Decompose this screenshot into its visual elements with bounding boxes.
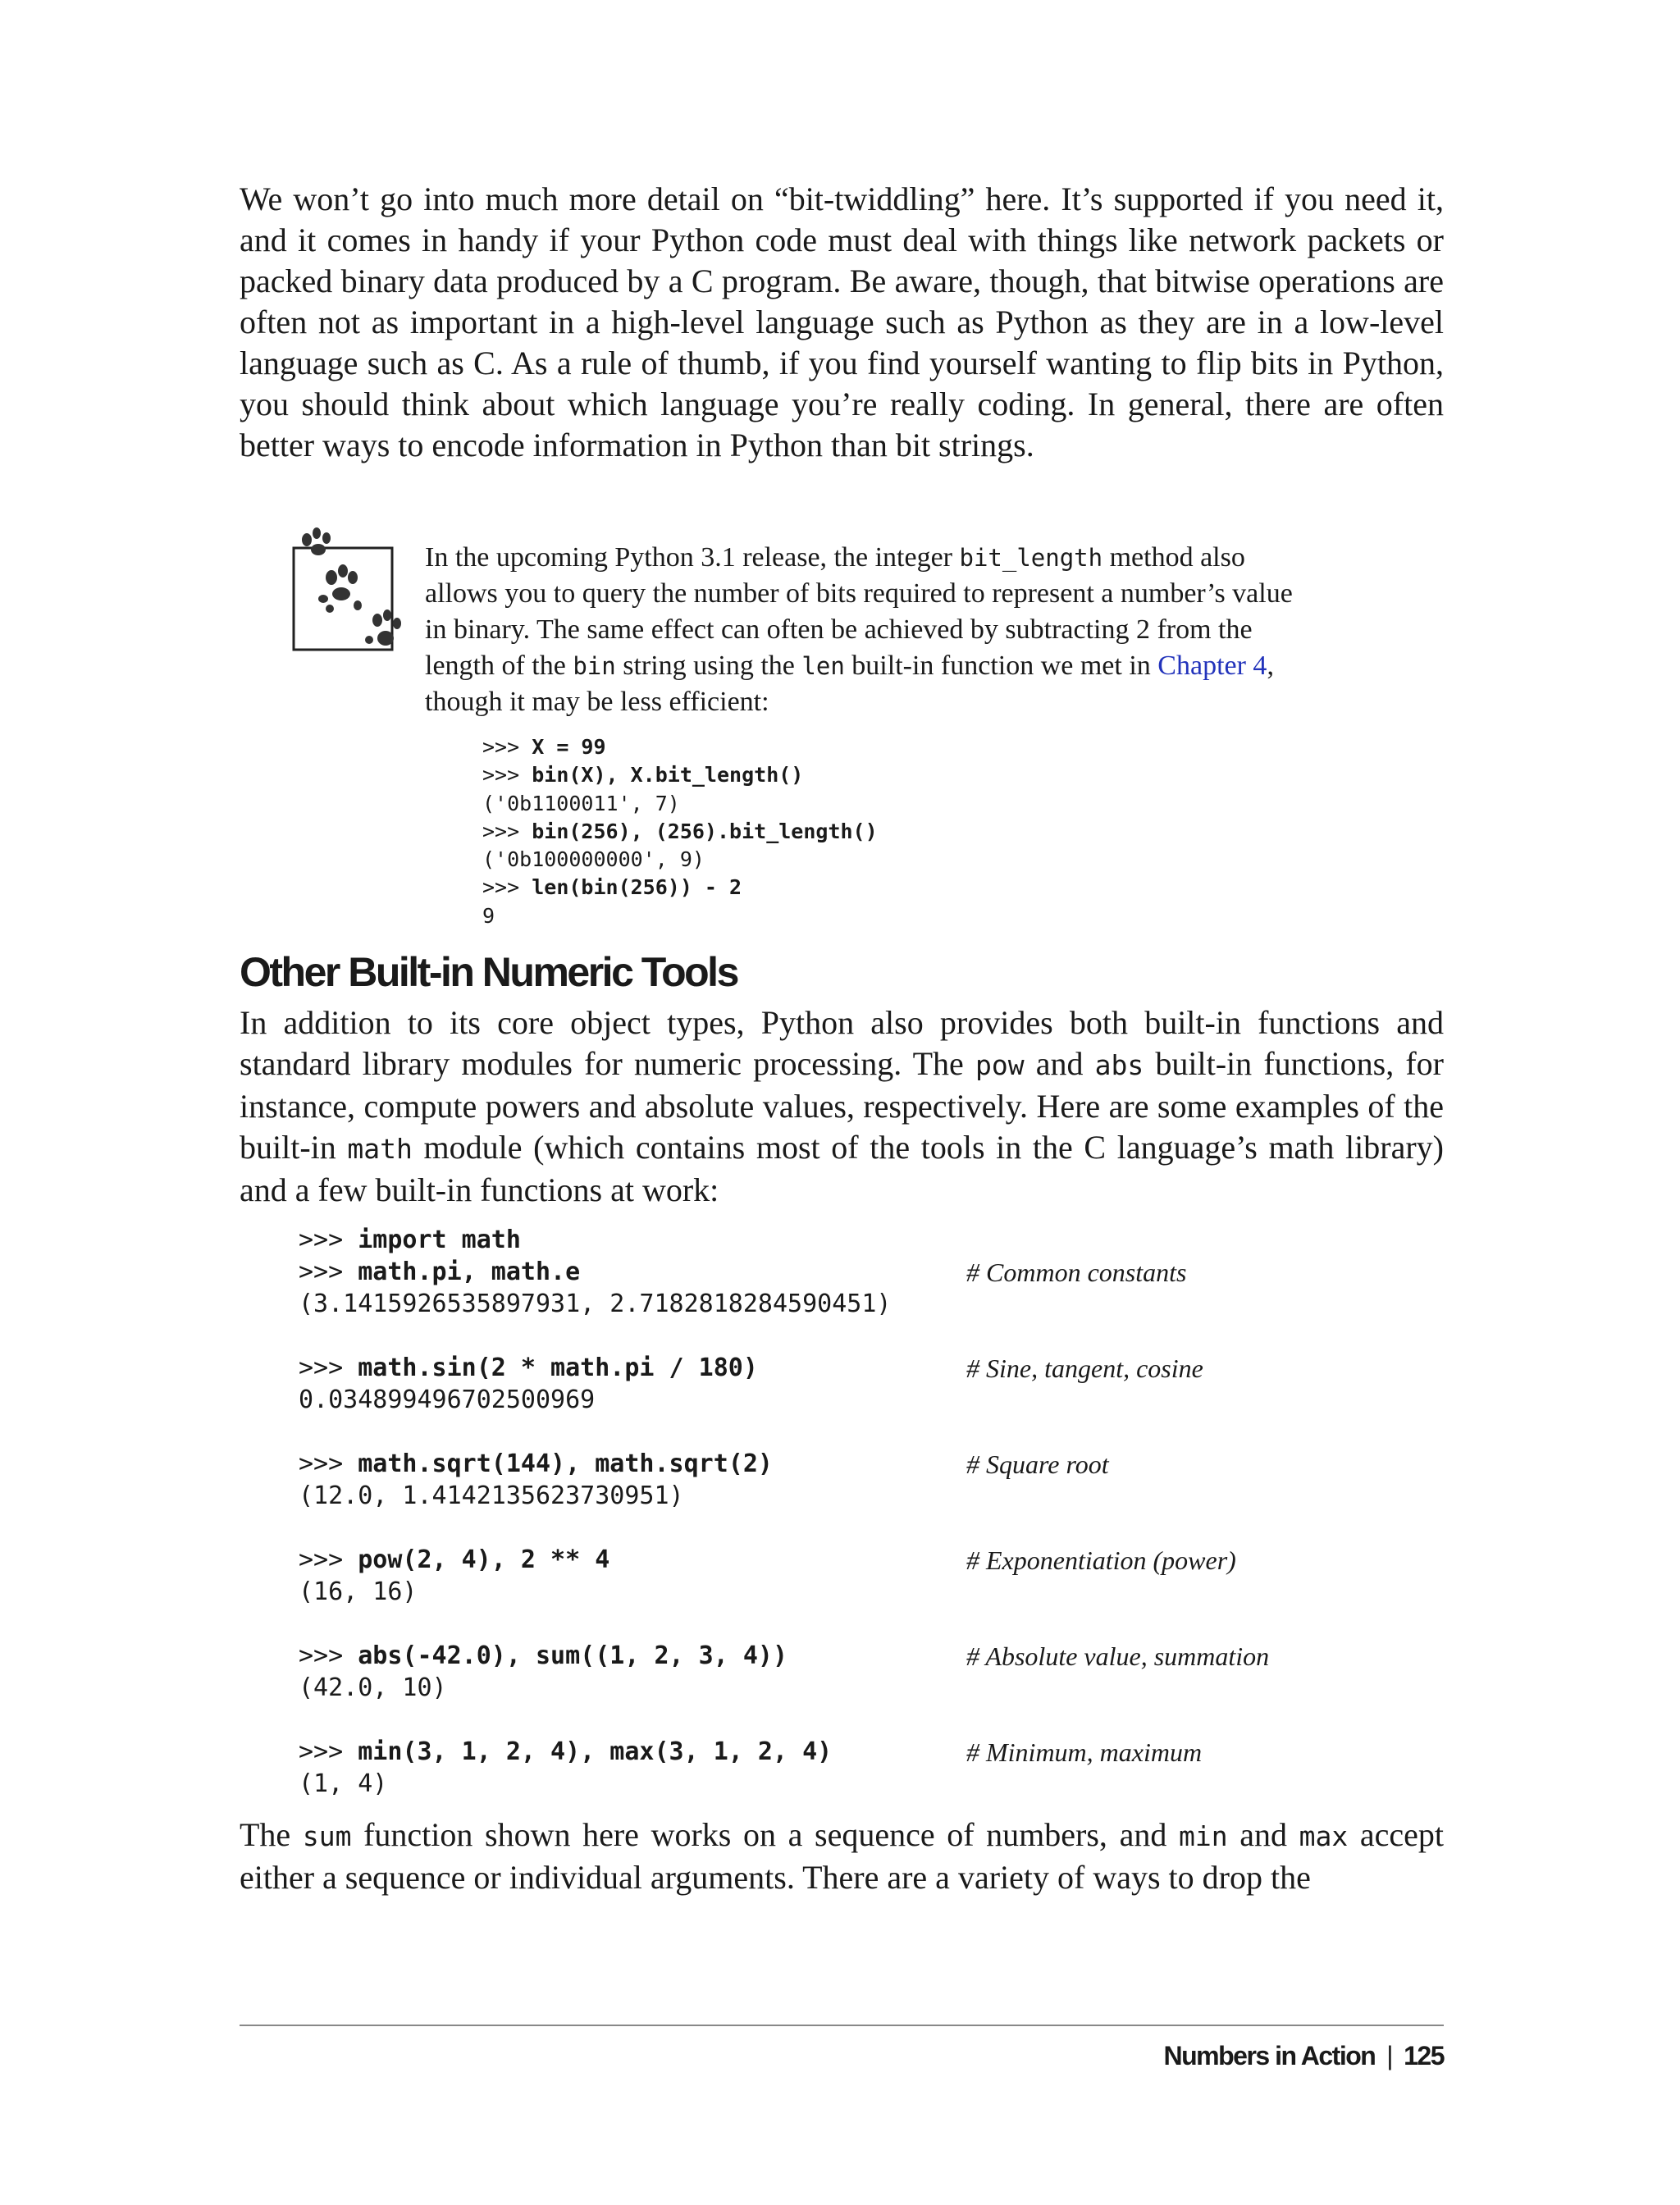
- code-comment: # Exponentiation (power): [966, 1545, 1236, 1575]
- note-text: In the upcoming Python 3.1 release, the integer bit_length method also allows you to query the number of bits required to represent a number’s value in binary. The same effect can often be achieved by subtracting 2 from the length of the bin string using the len built-in function we met in Chapter 4, though it may be less efficient:: [425, 542, 1293, 717]
- code-sum: sum: [302, 1820, 352, 1852]
- code-line: >>> import math: [299, 1226, 521, 1254]
- section-heading: Other Built-in Numeric Tools: [240, 949, 737, 995]
- code-comment: # Sine, tangent, cosine: [966, 1354, 1203, 1383]
- code-line: >>> math.sin(2 * math.pi / 180): [299, 1354, 758, 1382]
- page-content: [240, 179, 1444, 1898]
- paw-prints-icon: [284, 523, 407, 663]
- code-output: 0.034899496702500969: [299, 1386, 596, 1414]
- code-line: >>> X = 99: [482, 735, 606, 759]
- code-output: (1, 4): [299, 1769, 388, 1798]
- paragraph-sum-min-max: The sum function shown here works on a sequence of numbers, and min and max accept either a sequence or individual arguments. There are a variety of ways to drop the: [240, 1816, 1444, 1896]
- code-line: >>> abs(-42.0), sum((1, 2, 3, 4)): [299, 1641, 788, 1670]
- note-box: [240, 523, 1444, 942]
- code-pow: pow: [975, 1049, 1025, 1081]
- code-comment: # Minimum, maximum: [966, 1737, 1203, 1767]
- code-line: >>> math.sqrt(144), math.sqrt(2): [299, 1449, 773, 1478]
- page-footer: [1164, 2038, 1444, 2074]
- code-line: >>> bin(256), (256).bit_length(): [482, 819, 878, 843]
- code-line: ('0b100000000', 9): [482, 847, 705, 872]
- math-code-example: [240, 1226, 1444, 1815]
- footer-rule: [240, 2025, 1444, 2026]
- footer-section-title: Numbers in Action: [1163, 2041, 1376, 2070]
- code-comment: # Square root: [966, 1449, 1109, 1479]
- paragraph-bit-twiddling: We won’t go into much more detail on “bit-twiddling” here. It’s supported if you need it, and it comes in handy if your Python code must deal with things like network packets or packed binary data produced by a C program. Be aware, though, that bitwise operations are often not as important in a high-level language such as Python as they are in a low-level language such as C. As a rule of thumb, if you find yourself wanting to flip bits in Python, you should think about which language you’re really coding. In general, there are often better ways to encode information in Python than bit strings.: [240, 180, 1444, 463]
- code-len: len: [801, 652, 845, 680]
- code-comment: # Common constants: [966, 1258, 1187, 1287]
- code-bit-length: bit_length: [959, 544, 1103, 572]
- code-bin: bin: [573, 652, 616, 680]
- code-line: >>> bin(X), X.bit_length(): [482, 763, 804, 788]
- paragraph-numeric-tools: In addition to its core object types, Python also provides both built-in functions and standard library modules for numeric processing. The pow and abs built-in functions, for instance, compute powers and absolute values, respectively. Here are some examples of the built-in math module (which contains most of the tools in the C language’s math library) and a few built-in functions at work:: [240, 1004, 1444, 1208]
- code-comment: # Absolute value, summation: [966, 1641, 1270, 1671]
- code-abs: abs: [1094, 1049, 1144, 1081]
- code-math: math: [347, 1133, 413, 1165]
- code-output: (42.0, 10): [299, 1673, 447, 1702]
- code-max: max: [1299, 1820, 1349, 1852]
- code-line: >>> math.pi, math.e: [299, 1258, 581, 1286]
- code-output: (12.0, 1.4142135623730951): [299, 1481, 684, 1510]
- page-number: 125: [1404, 2041, 1444, 2070]
- code-line: >>> len(bin(256)) - 2: [482, 875, 742, 900]
- code-line: >>> pow(2, 4), 2 ** 4: [299, 1545, 610, 1574]
- note-code-example: [482, 733, 878, 930]
- code-line: 9: [482, 903, 495, 928]
- footer-separator: |: [1386, 2041, 1393, 2070]
- code-output: (3.1415926535897931, 2.7182818284590451): [299, 1290, 892, 1318]
- code-line: ('0b1100011', 7): [482, 791, 680, 815]
- code-min: min: [1178, 1820, 1228, 1852]
- code-output: (16, 16): [299, 1577, 418, 1606]
- chapter-4-link[interactable]: Chapter 4: [1157, 651, 1267, 681]
- code-line: >>> min(3, 1, 2, 4), max(3, 1, 2, 4): [299, 1737, 833, 1766]
